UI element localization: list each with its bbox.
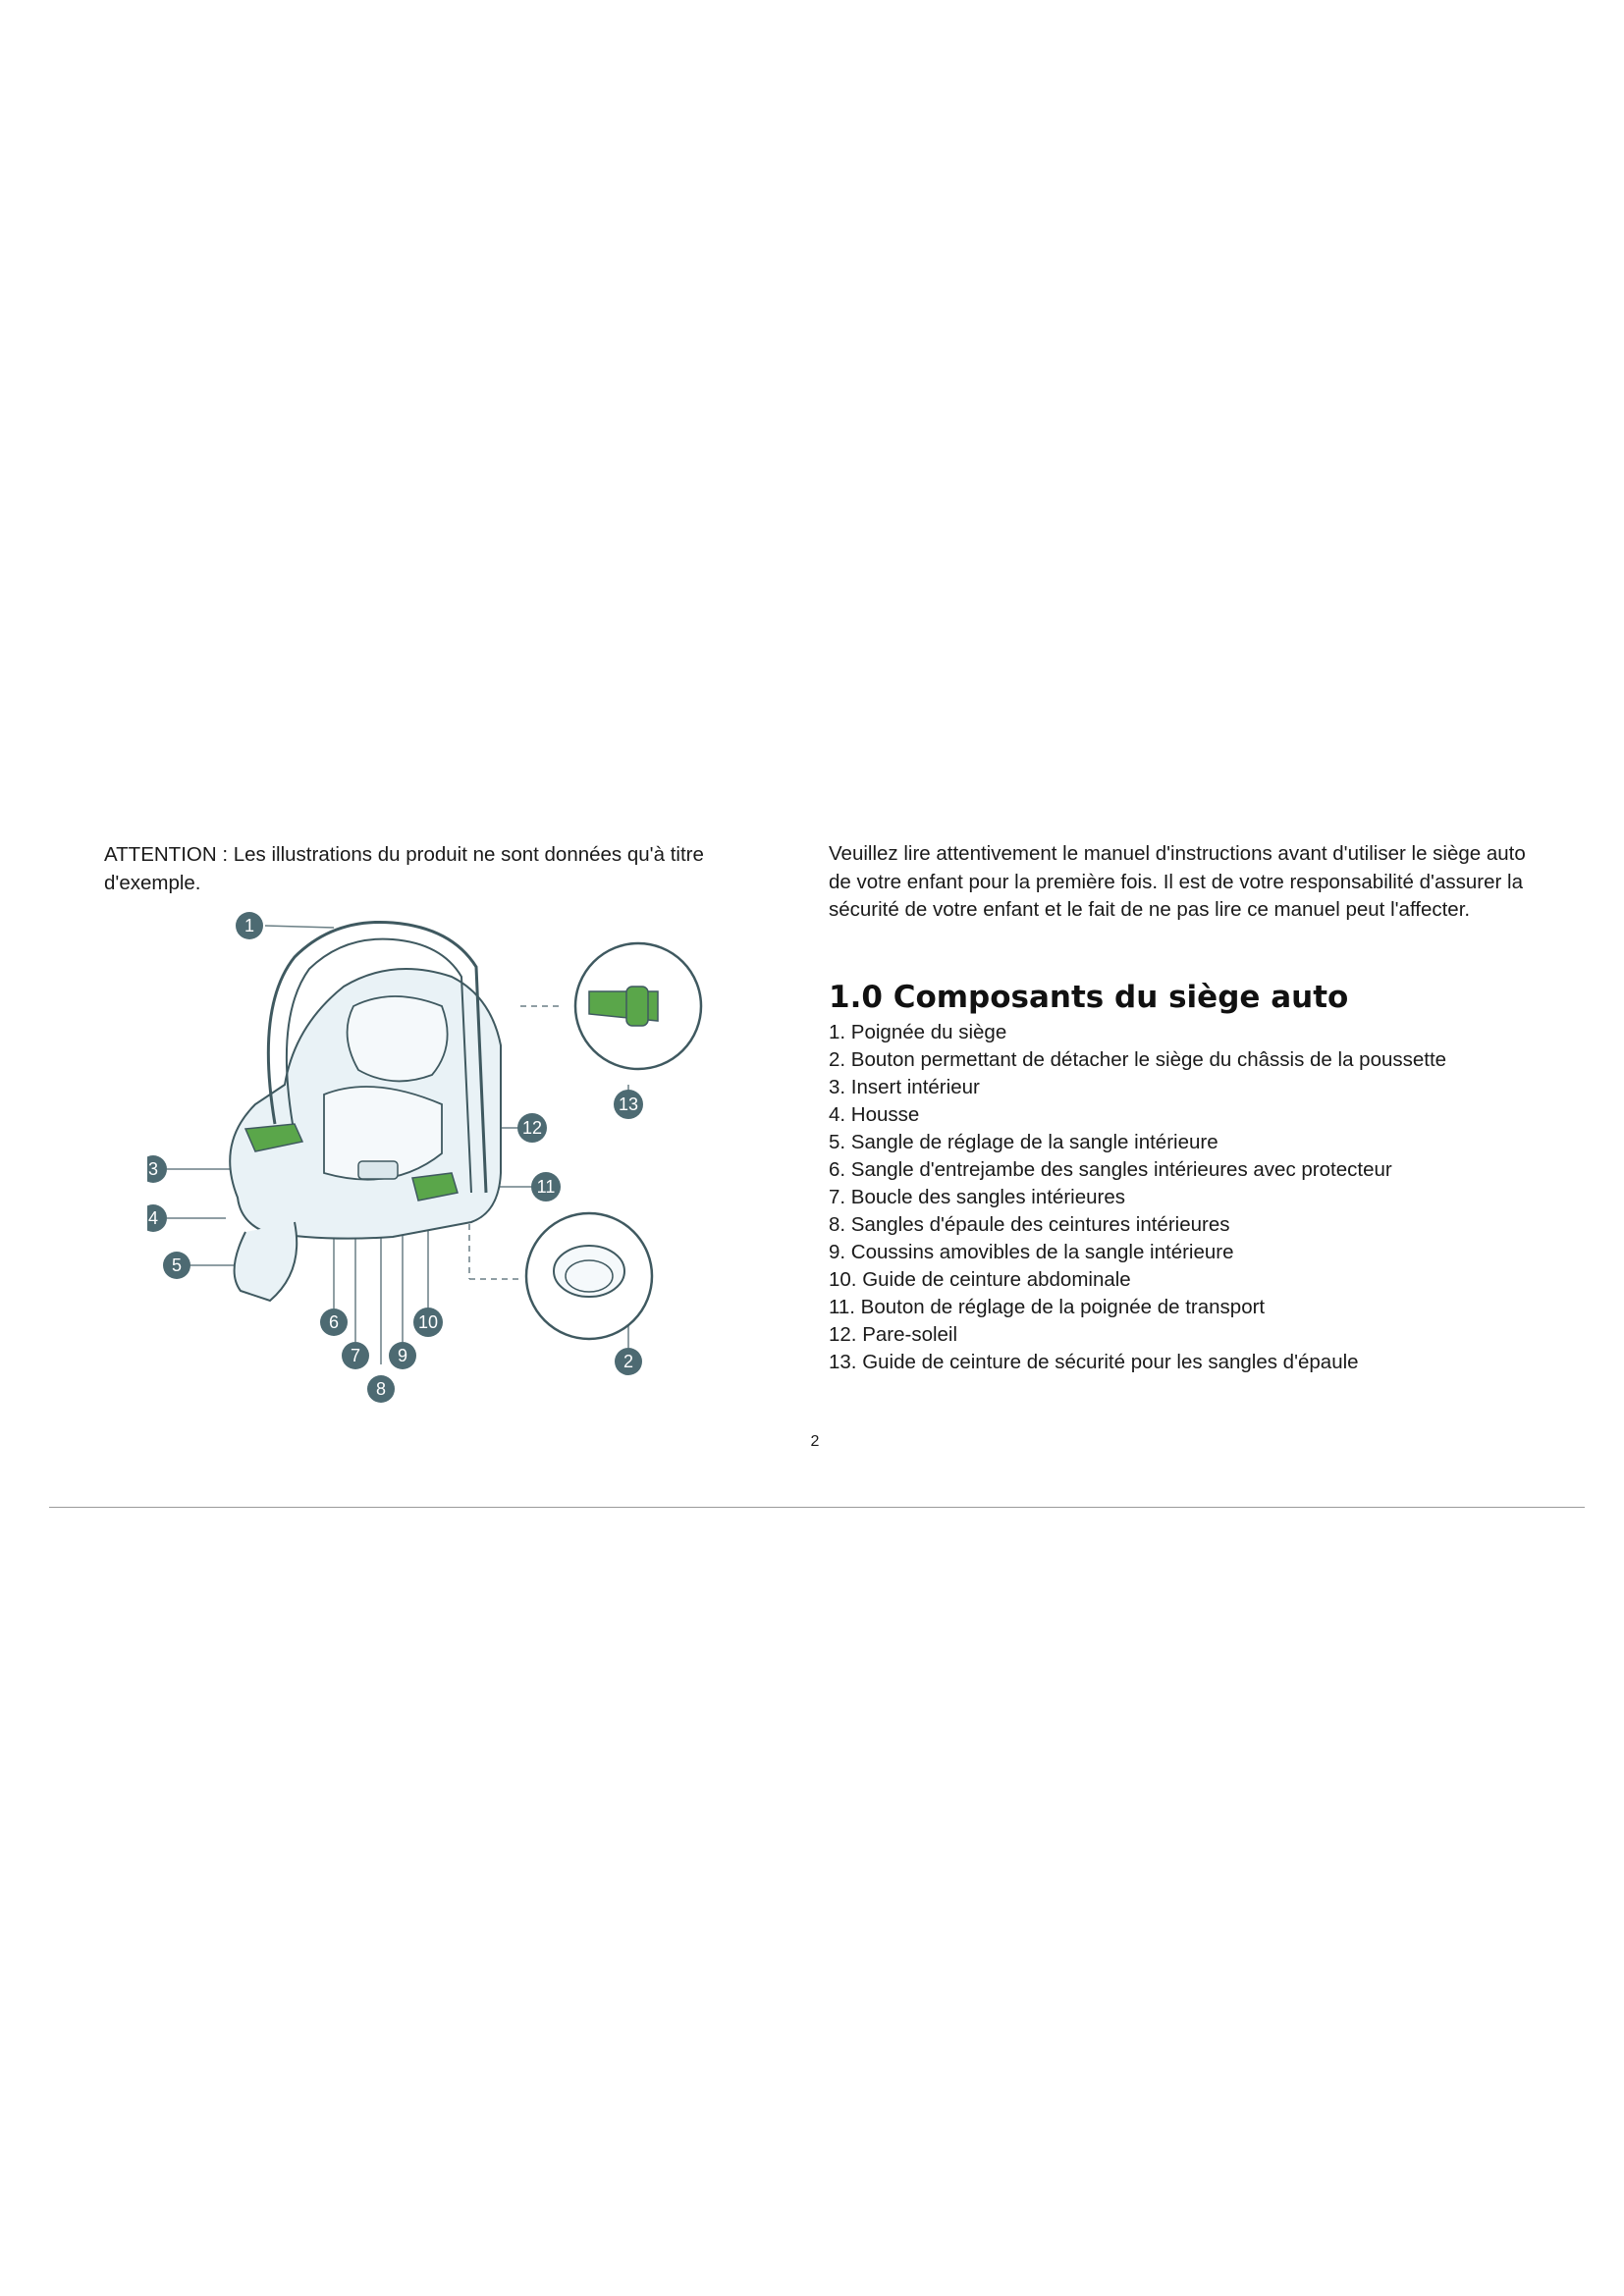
svg-text:6: 6 [328, 1312, 340, 1332]
list-item: 6. Sangle d'entrejambe des sangles intérieures avec protecteur [829, 1158, 1392, 1181]
list-item: 7. Boucle des sangles intérieures [829, 1186, 1125, 1208]
svg-text:9: 9 [397, 1346, 408, 1365]
marker-4 [147, 1204, 167, 1232]
marker-13 [614, 1090, 643, 1119]
svg-text:10: 10 [417, 1312, 439, 1332]
marker-7 [342, 1342, 369, 1369]
intro-paragraph: Veuillez lire attentivement le manuel d'instructions avant d'utiliser le siège auto de votre enfant pour la première fois. Il est de votre responsabilité d'assurer la sécurité de votre enfant et le fait de ne pas lire ce manuel peut l'affecter. [829, 842, 1526, 921]
svg-text:12: 12 [521, 1118, 543, 1138]
svg-text:4: 4 [147, 1208, 159, 1228]
marker-6 [320, 1308, 348, 1336]
list-item: 3. Insert intérieur [829, 1076, 980, 1098]
marker-9 [389, 1342, 416, 1369]
list-item: 13. Guide de ceinture de sécurité pour les sangles d'épaule [829, 1351, 1359, 1373]
svg-text:2: 2 [623, 1352, 634, 1371]
list-item: 11. Bouton de réglage de la poignée de transport [829, 1296, 1266, 1318]
marker-5 [163, 1252, 190, 1279]
attention-note: ATTENTION : Les illustrations du produit ne sont données qu'à titre d'exemple. [104, 843, 704, 894]
list-item: 1. Poignée du siège [829, 1021, 1007, 1043]
marker-12 [517, 1113, 547, 1143]
list-item: 8. Sangles d'épaule des ceintures intérieures [829, 1213, 1230, 1236]
components-list [829, 1019, 1446, 1376]
svg-text:7: 7 [350, 1346, 361, 1365]
list-item: 2. Bouton permettant de détacher le siège du châssis de la poussette [829, 1048, 1447, 1071]
marker-8 [367, 1375, 395, 1403]
list-item: 4. Housse [829, 1103, 920, 1126]
marker-3 [147, 1155, 167, 1183]
svg-text:3: 3 [147, 1159, 159, 1179]
svg-text:13: 13 [618, 1095, 639, 1114]
svg-text:11: 11 [536, 1177, 556, 1197]
marker-2 [615, 1348, 642, 1375]
list-item: 5. Sangle de réglage de la sangle intérieure [829, 1131, 1218, 1153]
svg-text:1: 1 [244, 916, 255, 935]
page-divider [49, 1507, 1585, 1508]
list-item: 10. Guide de ceinture abdominale [829, 1268, 1131, 1291]
marker-10 [413, 1308, 443, 1337]
page-number: 2 [810, 1433, 820, 1450]
marker-1 [236, 912, 263, 939]
section-heading: 1.0 Composants du siège auto [829, 980, 1349, 1015]
svg-text:5: 5 [171, 1255, 183, 1275]
list-item: 9. Coussins amovibles de la sangle intérieure [829, 1241, 1234, 1263]
list-item: 12. Pare-soleil [829, 1323, 958, 1346]
marker-11 [531, 1172, 561, 1201]
svg-text:8: 8 [375, 1379, 387, 1399]
car-seat-diagram [147, 898, 736, 1418]
